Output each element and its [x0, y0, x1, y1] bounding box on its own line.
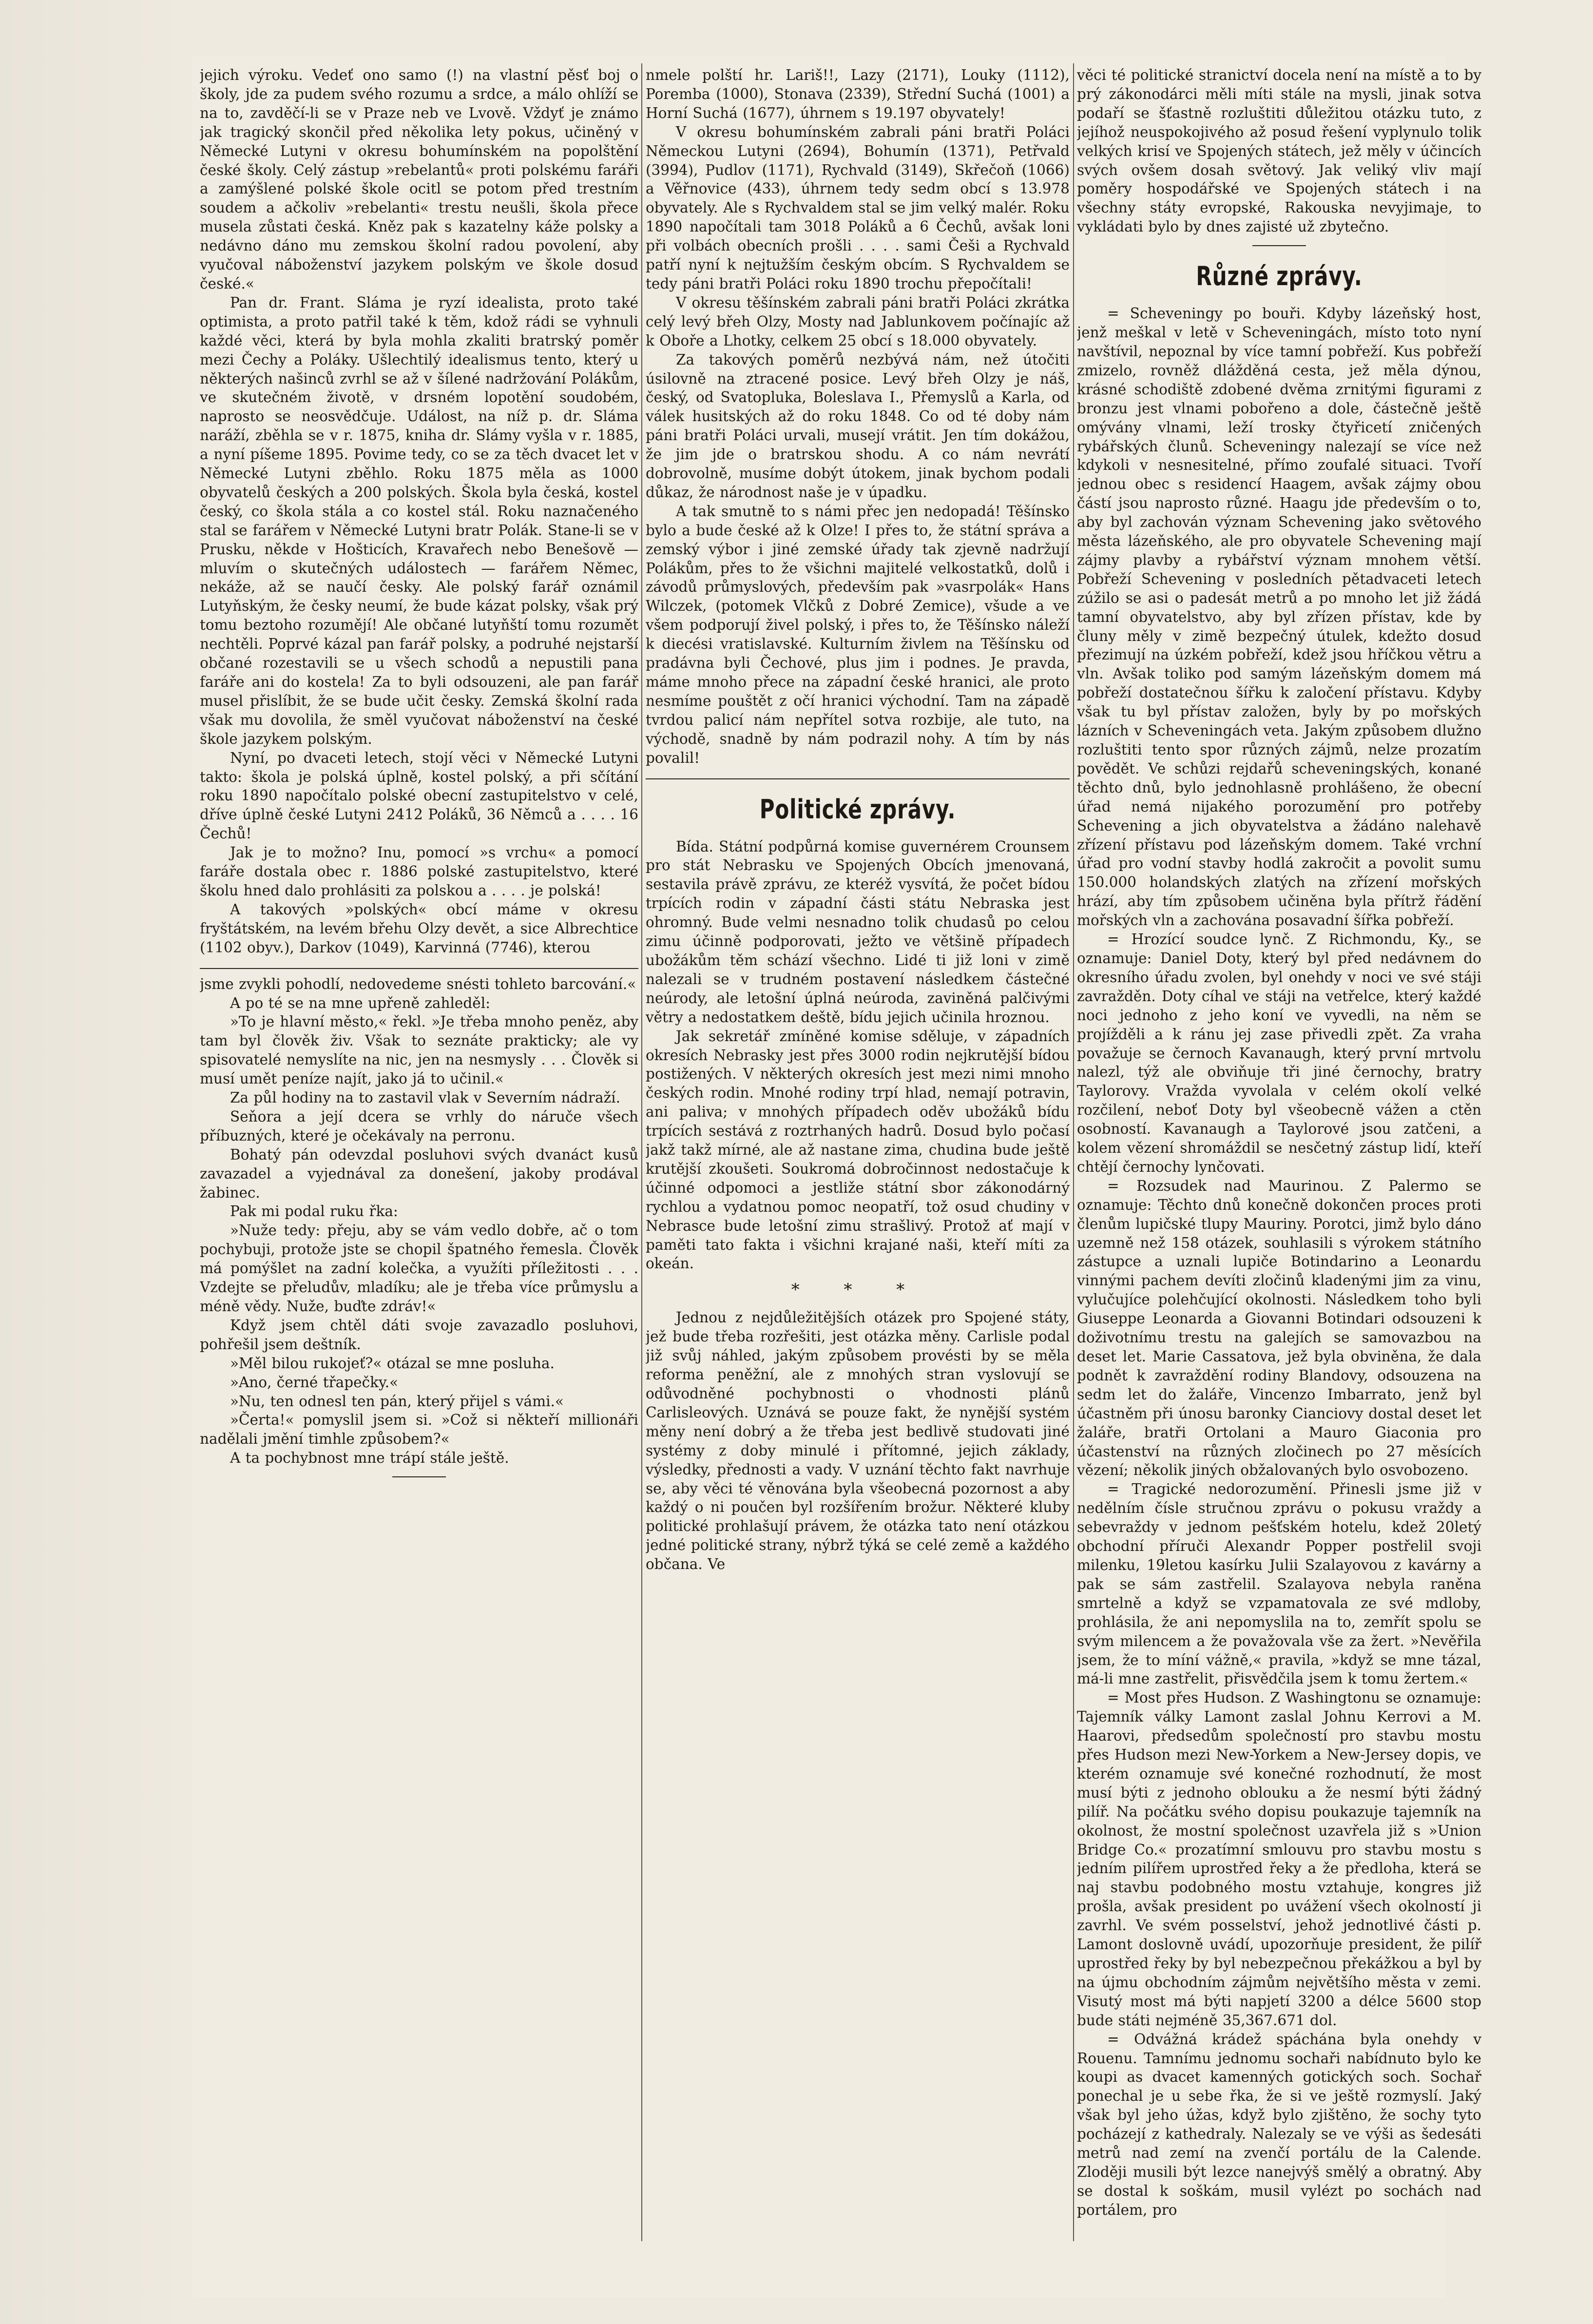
col2-paragraph: V okresu těšínském zabrali páni bratři Poláci zkrátka celý levý břeh Olzy, Mosty nad Jablunkovem počínajíc až k Oboře a Lhotky, celkem 25 obcí s 18.000 obyvately.: [646, 294, 1070, 349]
col1-paragraph: »To je hlavní město,« řekl. »Je třeba mnoho peněz, aby tam byl člověk živ. Však to seznáte prakticky; ale vy spisovatelé nemyslíte na nic, jen na nesmysly . . . Člověk si musí umět peníze najít, jako já to učinil.«: [200, 1013, 638, 1087]
news-item-lynch: = Hrozící soudce lynč. Z Richmondu, Ky., se oznamuje: Daniel Doty, který byl před nedávnem do okresního úřadu zvolen, byl onehdy v noci ve své stáji zavražděn. Doty cíhal ve stáji na vetřelce, který každé noci jednoho z jeho koní ve vyvedli, na něm se projížděli a k ránu jej zase přivedli zpět. Za vraha považuje se černoch Kavanaugh, který první mrtvolu nalezl, týž ale obviňuje tři jiné černochy, bratry Taylorovy. Vražda vyvolala v celém okolí velké rozčilení, neboť Doty byl všeobecně vážen a ctěn osobností. Kavanaugh a Taylorové jsou zatčeni, a kolem vězení shromáždil se nesčetný zástup lidí, kteří chtějí černochy lynčovati.: [1077, 931, 1481, 1175]
col2-paragraph: V okresu bohumínském zabrali páni bratři Poláci Německou Lutyni (2694), Bohumín (1371), Petřvald (3994), Pudlov (1171), Rychvald (3149), Skřečoň (1066) a Věřnovice (433), úhrnem tedy sedm obcí s 13.978 obyvately. Ale s Rychvaldem stal se jim velký malér. Roku 1890 napočítali tam 3018 Poláků a 6 Čechů, avšak loni při volbách obecních prošli . . . . sami Češi a Rychvald patří nyní k nejtužším českým obcím. S Rychvaldem se tedy páni bratři Poláci roku 1890 trochu přepočítali!: [646, 123, 1070, 292]
news-item-tragic-misunderstanding: = Tragické nedorozumění. Přinesli jsme již v nedělním čísle stručnou zprávu o pokusu vraždy a sebevraždy v jednom pešťském hotelu, kdež 20letý obchodní příruči Alexandr Popper postřelil svoji milenku, 19letou kasírku Julii Szalayovou z kavárny a pak se sám zastřelil. Szalayova nebyla raněna smrtelně a když se vzpamatovala ze své mdloby, prohlásila, že ani nepomyslila na to, zemřít spolu se svým milencem a že považovala vše za žert. »Nevěřila jsem, že to míní vážně,« pravila, »když se mne tázal, má-li mne zastřelit, přisvědčila jsem k tomu žertem.«: [1077, 1481, 1481, 1687]
col2-paragraph: Jednou z nejdůležitějších otázek pro Spojené státy, jež bude třeba rozřešiti, jest otázka měny. Carlisle podal již svůj náhled, jakým způsobem provésti by se měla reforma peněžní, ale z mnohých stran vyslovují se odůvodněné pochybnosti o vhodnosti plánů Carlisleových. Uznává se pouze fakt, že nynější systém měny není dobrý a že třeba jest bedlivě studovati jiné systémy z doby minulé i přítomné, jejich základy, výsledky, přednosti a vady. V uznání těchto fakt navrhuje se, aby věci té věnována byla všeobecná pozornost a aby každý o ni poučen byl rozšířením brožur. Některé kluby politické prohlašují právem, že otázka tato není otázkou jedné politické strany, nýbrž týká se celé země a každého občana. Ve: [646, 1309, 1070, 1573]
news-item-theft-rouen: = Odvážná krádež spáchána byla onehdy v Rouenu. Tamnímu jednomu sochaři nabídnuto bylo ke koupi as dvacet kamenných gotických soch. Sochař ponechal je u sebe řka, že si ve ještě rozmyslí. Jaký však byl jeho úžas, když bylo zjištěno, že sochy tyto pocházejí z kathedraly. Nalezaly se ve výši as šedesáti metrů nad zemí na zvenčí portálu de la Calende. Zloději musili být lezce nanejvýš smělý a obratný. Aby se dostal k soškám, musil vylézt po sochách nad portálem, pro: [1077, 2031, 1481, 2218]
col1-paragraph: »Čerta!« pomyslil jsem si. »Což si někteří millionáři nadělali jmění timhle způsobem?«: [200, 1412, 638, 1448]
col3-paragraph: věci té politické stranictví docela není na místě a to by prý zákonodárci měli míti stále na mysli, jinak sotva podaří se šťastně rozluštiti důležitou otázku tuto, z jejíhož neuspokojivého až posud řešení vyplynulo tolik velkých krisí ve Spojených státech, jež měly v účincích svých ovšem dosah světový. Jak veliký vliv mají poměry hospodářské ve Spojených státech i na všechny státy evropské, Rakouska nevyjimaje, to vykládati bylo by dnes zajisté už zbytečno.: [1077, 67, 1481, 235]
column-3: [1077, 66, 1481, 2246]
column-rule-2: [1073, 63, 1074, 2241]
col1-paragraph: Bohatý pán odevzdal posluhovi svých dvanáct kusů zavazadel a vyjednával za donešení, jakoby prodával žabinec.: [200, 1146, 638, 1201]
section-divider: [200, 968, 638, 969]
col2-paragraph: Bída. Státní podpůrná komise guvernérem Crounsem pro stát Nebrasku ve Spojených Obcích jmenovaná, sestavila právě zprávu, ze kteréž vysvítá, že počet bídou trpících rodin v západní části státu Nebraska jest ohromný. Bude velmi nesnadno tolik chudasů po celou zimu účinně podporovati, ježto ve většině případech ubožákům těm schází všechno. Lidé ti již loni v zimě nalezali se v trudném postavení následkem částečné neúrody, ale letošní úplná neúroda, zaviněná palčivými větry a nedostatkem deště, bídu jejich učinila hroznou.: [646, 838, 1070, 1026]
col1-paragraph: »Ano, černé třapečky.«: [230, 1374, 399, 1391]
col1-paragraph: Nyní, po dvaceti letech, stojí věci v Německé Lutyni takto: škola je polská úplně, kostel polský, a při sčítání roku 1890 napočítalo polské obecní zastupitelstvo v celé, dříve úplně české Lutyni 2412 Poláků, 36 Němců a . . . . 16 Čechů!: [200, 749, 638, 842]
col1-paragraph: Pan dr. Frant. Sláma je ryzí idealista, proto také optimista, a proto patřil také k těm, kdož rádi se vyhnuli každé věci, která by byla mohla zkaliti bratrský poměr mezi Čechy a Poláky. Ušlechtilý idealismus tento, který u některých našinců zvrhl se až v šílené nadržování Polákům, ve skutečném životě, v drsném lopotění soudobém, naprosto se neosvědčuje. Událost, na níž p. dr. Sláma naráží, zběhla se v r. 1875, kniha dr. Slámy vyšla v r. 1885, a nyní píšeme 1895. Povime tedy, co se za těch dvacet let v Německé Lutyni zběhlo. Roku 1875 měla as 1000 obyvatelů českých a 200 polských. Škola byla česká, kostel český, co škola stála a co kostel stál. Roku naznačeného stal se farářem v Německé Lutyni bratr Polák. Stane-li se v Prusku, někde v Hošticích, Kravařech nebo Benešově — mluvím o skutečných událostech — farářem Němec, nekáže, až se naučí česky. Ale polský farář oznámil Lutyňským, že česky neumí, že bude kázat polsky, však prý tomu beztoho rozumějí! Ale občané lutyňští tomu rozumět nechtěli. Poprvé kázal pan farář polsky, a podruhé nejstarší občané rozestavili se u všech schodů a nepustili pana faráře ani do kostela! Za to byli odsouzeni, ale pan farář musel přislíbit, že se bude učit česky. Zemská školní rada však mu dovolila, že směl vyučovat náboženství na české škole jazykem polským.: [200, 294, 638, 747]
section-headline-ruzne-zpravy: Různé zprávy.: [1196, 261, 1363, 292]
page-edge-shadow: [0, 0, 192, 2324]
col1-paragraph: A takových »polských« obcí máme v okresu fryštátském, na levém břehu Olzy devět, a sice Albrechtice (1102 obyv.), Darkov (1049), Karvinná (7746), kterou: [200, 901, 638, 956]
col1-paragraph: jejich výroku. Vedeť ono samo (!) na vlastní pěsť boj o školy, jde za pudem svého rozumu a srdce, a málo ohlíží se na to, zavděčí-li se v Praze neb ve Lvově. Vždyť je známo jak tragický skončil před několika lety pokus, učiněný v Německé Lutyni v okresu bohumínském na popolštění české školy. Celý zástup »rebelantů« proti polskému faráři a zamýšlené polské škole ocitl se potom před trestním soudem a ačkoliv »rebelanti« trestu neušli, škola přece musela zůstati česká. Kněz pak s kazatelny káže polsky a nedávno dáno mu zemskou školní radou povolení, aby vyučoval náboženství jazykem polským ve škole dosud české.«: [200, 67, 638, 292]
col1-paragraph: »Nu, ten odnesl ten pán, který přijel s vámi.«: [230, 1393, 564, 1410]
column-rule-1: [641, 63, 642, 2241]
col1-paragraph: Když jsem chtěl dáti svoje zavazadlo posluhovi, pohřešil jsem deštník.: [200, 1317, 638, 1353]
col1-paragraph: »Nuže tedy: přeju, aby se vám vedlo dobře, ač o tom pochybuji, protože jste se chopil špatného řemesla. Člověk má pomýšlet na zadní kolečka, a využíti příležitosti . . . Vzdejte se přeludův, mladíku; ale je třeba více průmyslu a méně vědy. Nuže, buďte zdráv!«: [200, 1222, 638, 1315]
col1-paragraph: A po té se na mne upřeně zahleděl:: [230, 994, 491, 1011]
news-item-maurina: = Rozsudek nad Maurinou. Z Palermo se oznamuje: Těchto dnů konečně dokončen proces proti členům lupičské tlupy Mauriny. Porotci, jimž bylo dáno uzemně než 158 otázek, souhlasili s výrokem státního zástupce a uznali lupiče Botindarino a Leonardu vinnými pachem devíti zločinů kladenými jim za vinu, vylučujíce polehčující okolnosti. Následkem toho byli Giuseppe Leonarda a Giovanni Botindari odsouzeni k doživotnímu trestu na galejích se samovazbou na deset let. Marie Cassatova, jež byla obviněna, že dala podnět k zavraždění rodiny Blandovy, odsouzena na sedm let do žaláře, Vincenzo Imbarrato, jenž byl účastněm při únosu baronky Cianciovy dostal deset let žaláře, bratři Ortolani a Mauro Giaconia pro účastenství na různých zločinech po 27 měsících vězení; několik jiných obžalovaných bylo osvobozeno.: [1077, 1177, 1481, 1479]
col2-paragraph: A tak smutně to s námi přec jen nedopadá! Těšínsko bylo a bude české až k Olze! I přes to, že státní správa a zemský výbor i jiné zemské úřady tak zjevně nadržují Polákům, přes to že všichni majitelé velkostatků, dolů i závodů průmyslových, především pak »vasrpolák« Hans Wilczek, (potomek Vlčků z Dobré Zemice), všude a ve všem podporují živel polský, i přes to, že Těšínsko náleží k diecési vratislavské. Kulturním živlem na Těšínsku od pradávna byli Čechové, plus jim i podnes. Je pravda, máme mnoho přece na západní české hranici, ale proto nesmíme pouštět z očí hranici východní. Tam na západě tvrdou palicí nám nepřítel sotva rozbije, ale tuto, na východě, snadně by nám podrazil nohy. A tím by nás povalil!: [646, 503, 1070, 766]
section-headline-politicke-zpravy: Politické zprávy.: [759, 794, 956, 825]
col2-paragraph: nmele polští hr. Lariš!!, Lazy (2171), Louky (1112), Poremba (1000), Stonava (2339), Střední Suchá (1001) a Horní Suchá (1677), úhrnem s 19.197 obyvately!: [646, 67, 1070, 121]
col1-paragraph: A ta pochybnost mne trápí stále ještě.: [230, 1450, 509, 1467]
col1-paragraph: Pak mi podal ruku řka:: [230, 1203, 398, 1220]
col1-paragraph: jsme zvykli pohodlí, nedovedeme snésti tohleto barcování.«: [200, 975, 636, 992]
news-item-scheveningy: = Scheveningy po bouři. Kdyby lázeňský host, jenž meškal v letě v Scheveningách, místo toto nyní navštívil, nepoznal by více tamní pobřeží. Kus pobřeží zmizelo, rovněž dlážděná cesta, jež měla dýnou, krásné schodiště zdobené dvěma zrnitými figurami z bronzu jest vlnami pobořeno a dole, částečně ještě omývány vlnami, leží trosky čtyřicetí zničených rybářských člunů. Scheveningy nalezají se více než kdykoli v nesnesitelné, přímo zoufalé situaci. Tvoří jednou obec s residencí Haagem, avšak zájmy obou částí jsou naprosto různé. Haagu jde především o to, aby byl zachován význam Schevening jako světového města lázeňského, ale pro obyvatele Schevening mají zájmy plavby a rybářství význam mnohem větší. Pobřeží Schevening v posledních pětadvaceti letech zúžilo se asi o padesát metrů a po mnoho let již žádá tamní obyvatelstvo, aby byl zřízen přístav, kde by čluny měly v zimě bezpečný útulek, kdežto dosud přezimují na úzkém pobřeží, kdež jsou hříčkou větru a vln. Avšak toliko pod samým lázeňským domem má pobřeží dostatečnou šířku k zaločení přístavu. Kdyby však tu byl přístav založen, byly by po mořských lázních v Scheveningách veta. Jakým způsobem dlužno rozluštiti tento spor různých zájmů, nelze prozatím povědět. Ve schůzi rejdařů scheveningských, konané těchto dnů, bylo jednohlasně prohlášeno, že obecní úřad nemá nijakého porozumění pro potřeby Schevening a jich obyvatelstva a žádáno nalehavě zřízení přístavu pod lázeňským domem. Také vrchní úřad pro vodní stavby hodlá zakročit a povolit sumu 150.000 holandských zlatých na zřízení mořských hrází, aby tím způsobem učiněna byla přítrž řádění mořských vln a zachována posavadní šířka pobřeží.: [1077, 305, 1481, 929]
col2-paragraph: Za takových poměrů nezbývá nám, než útočiti úsilovně na ztracené posice. Levý břeh Olzy je náš, český, od Svatopluka, Boleslava I., Přemyslů a Karla, od válek husitských až do roku 1848. Co od té doby nám páni bratři Poláci urvali, musejí vrátit. Jen tím dokážou, že jim jde o bratrskou shodu. A co nám nevrátí dobrovolně, musíme dobýt útokem, jinak bychom podali důkaz, že národnost naše je v úpadku.: [646, 351, 1070, 501]
col1-paragraph: Za půl hodiny na to zastavil vlak v Severním nádraží.: [230, 1089, 620, 1106]
column-1: [200, 66, 638, 2246]
col1-paragraph: Seňora a její dcera se vrhly do náruče všech příbuzných, které je očekávaly na perronu.: [200, 1108, 638, 1144]
news-item-hudson-bridge: = Most přes Hudson. Z Washingtonu se oznamuje: Tajemník války Lamont zaslal Johnu Kerrovi a M. Haarovi, předsedům společností pro stavbu mostu přes Hudson mezi New-Yorkem a New-Jersey dopis, ve kterém oznamuje své konečné rozhodnutí, že most musí býti z jednoho oblouku a že nesmí býti žádný pilíř. Na počátku svého dopisu poukazuje tajemník na okolnost, že mostní společnost uzavřela již s »Union Bridge Co.« prozatímní smlouvu pro stavbu mostu s jedním pilířem uprostřed řeky a že předloha, která se naj stavbu podobného mostu vztahuje, kongres již prošla, avšak president po uvážení všech okolností ji zavrhl. Ve svém posselství, jehož jednotlivé části p. Lamont doslovně uvádí, upozorňuje president, že pilíř uprostřed řeky by byl nebezpečnou překážkou a byl by na újmu obchodním zájmům největšího města v zemi. Visutý most má býti napjetí 3200 a délce 5600 stop bude státi nejméně 35,367.671 dol.: [1077, 1689, 1481, 2029]
asterism-divider: * * *: [791, 1280, 924, 1300]
section-divider: [1252, 245, 1306, 246]
column-2: [646, 66, 1070, 2246]
section-divider: [646, 778, 1070, 779]
col1-paragraph: »Měl bilou rukojeť?« otázal se mne posluha.: [230, 1355, 555, 1372]
col2-paragraph: Jak sekretář zmíněné komise sděluje, v západních okresích Nebrasky jest přes 3000 rodin nejkrutější bídou postižených. V některých okresích jest mezi nimi mnoho českých rodin. Mnohé rodiny trpí hlad, nemají potravin, ani paliva; v mnohých případech oděv ubožáků bídu trpících sestává z roztrhaných hadrů. Dosud bylo počasí jakž takž mírné, ale až nastane zima, chudina bude ještě krutější zkoušeti. Soukromá dobročinnost nedostačuje k účinné odpomoci a jestliže státní sbor zákonodárný rychlou a vydatnou pomoc neopatří, tož osud chudiny v Nebrasce bude letošní zimu strašlivý. Protož ať mají v paměti tato fakta i všichni krajané naši, kteří míti za okeán.: [646, 1027, 1070, 1272]
col1-paragraph: Jak je to možno? Inu, pomocí »s vrchu« a pomocí faráře dostala obec r. 1886 polské zastupitelstvo, které školu hned dalo prohlásiti za polskou a . . . . je polská!: [200, 844, 638, 899]
end-divider: [392, 1476, 446, 1477]
